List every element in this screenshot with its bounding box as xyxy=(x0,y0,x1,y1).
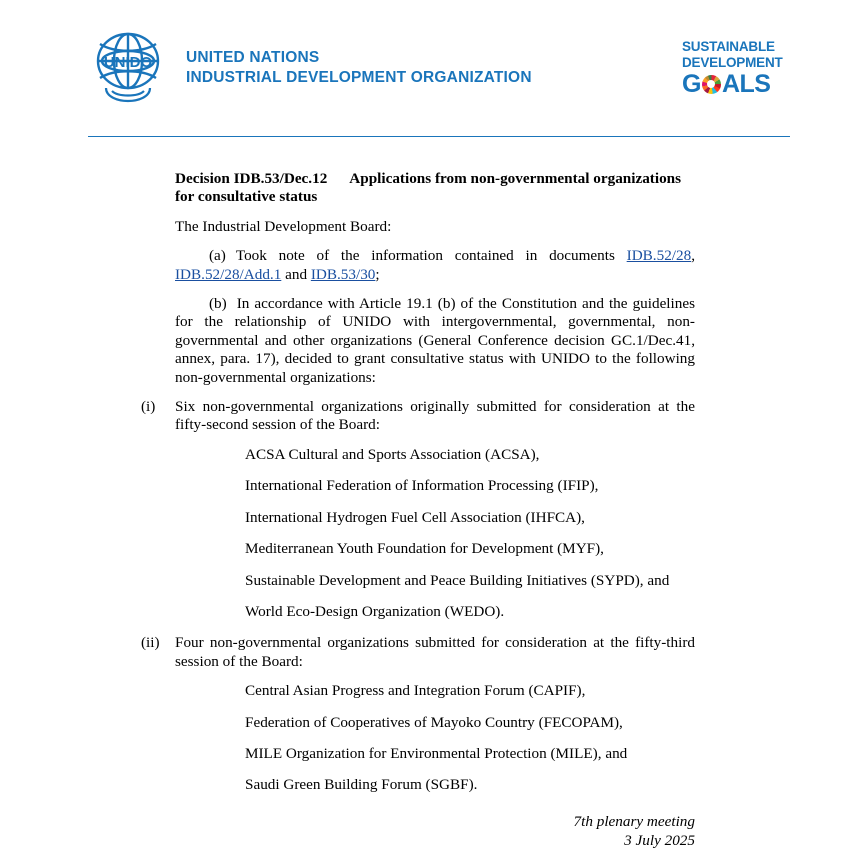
list-item: ACSA Cultural and Sports Association (ACSA), xyxy=(245,445,540,463)
link-idb-53-30[interactable]: IDB.53/30 xyxy=(310,265,376,283)
organization-line-1: UNITED NATIONS xyxy=(186,49,320,66)
subsection-i-label: (i) xyxy=(141,398,156,416)
paragraph-b-text: In accordance with Article 19.1 (b) of the Constitution and the guidelines for the relationship of UNIDO with intergovernmental, governmental, non-governmental and other organizations (General Conference decision GC.1/Dec.41, annex, para. 17), decided to grant consultative status with UNIDO to the following non-governmental organizations: xyxy=(175,295,695,386)
list-item: World Eco-Design Organization (WEDO). xyxy=(245,602,505,620)
decision-heading xyxy=(175,170,695,207)
sdg-goals-suffix: ALS xyxy=(721,69,771,98)
subsection-i-text: Six non-governmental organizations originally submitted for consideration at the fifty-second session of the Board: xyxy=(175,398,695,434)
link-idb-52-28-add1[interactable]: IDB.52/28/Add.1 xyxy=(175,265,282,283)
lead-in-text: The Industrial Development Board: xyxy=(175,217,392,235)
list-item: International Hydrogen Fuel Cell Association (IHFCA), xyxy=(245,508,585,526)
sdg-logo xyxy=(682,39,790,98)
subsection-i xyxy=(141,398,695,435)
sdg-color-wheel-icon xyxy=(702,75,721,94)
paragraph-a xyxy=(175,247,695,284)
list-item: Central Asian Progress and Integration Forum (CAPIF), xyxy=(245,682,586,700)
link-2-trailing: ; xyxy=(375,265,380,283)
page-header xyxy=(0,0,868,140)
plenary-meeting: 7th plenary meeting xyxy=(573,812,695,830)
link-idb-52-28[interactable]: IDB.52/28 xyxy=(626,247,692,265)
link-0-trailing: , xyxy=(691,247,695,265)
subsection-ii-text: Four non-governmental organizations submitted for consideration at the fifty-third session of the Board: xyxy=(175,634,695,670)
header-divider xyxy=(88,136,790,137)
header-content xyxy=(88,28,790,108)
list-item: MILE Organization for Environmental Protection (MILE), and xyxy=(245,744,628,762)
list-item: Saudi Green Building Forum (SGBF). xyxy=(245,776,478,794)
svg-text:UNIDO: UNIDO xyxy=(103,54,153,71)
paragraph-b-label: (b) xyxy=(209,295,227,313)
paragraph-a-text: Took note of the information contained in documents xyxy=(235,247,627,265)
closing-block xyxy=(175,812,695,850)
organization-line-2: INDUSTRIAL DEVELOPMENT ORGANIZATION xyxy=(186,69,532,86)
organization-name xyxy=(186,48,532,88)
decision-title: Applications from non-governmental organizations for consultative status xyxy=(175,170,682,206)
subsection-ii-label: (ii) xyxy=(141,634,160,652)
unido-globe-logo xyxy=(88,31,168,105)
sdg-goals-wordmark xyxy=(682,71,790,98)
paragraph-b xyxy=(175,295,695,387)
sdg-line-2: DEVELOPMENT xyxy=(682,54,783,70)
decision-date: 3 July 2025 xyxy=(624,831,695,849)
sdg-line-1: SUSTAINABLE xyxy=(682,38,775,54)
organization-list-i xyxy=(175,446,695,621)
link-1-trailing: and xyxy=(281,265,311,283)
subsection-ii xyxy=(141,634,695,671)
list-item: Federation of Cooperatives of Mayoko Country (FECOPAM), xyxy=(245,713,623,731)
organization-list-ii xyxy=(175,682,695,795)
sdg-goals-prefix: G xyxy=(682,69,701,98)
decision-number: Decision IDB.53/Dec.12 xyxy=(175,170,328,187)
list-item: Sustainable Development and Peace Building Initiatives (SYPD), and xyxy=(245,571,670,589)
paragraph-a-label: (a) xyxy=(209,247,226,265)
list-item: International Federation of Information Processing (IFIP), xyxy=(245,477,599,495)
list-item: Mediterranean Youth Foundation for Development (MYF), xyxy=(245,540,604,558)
document-body xyxy=(141,170,695,850)
